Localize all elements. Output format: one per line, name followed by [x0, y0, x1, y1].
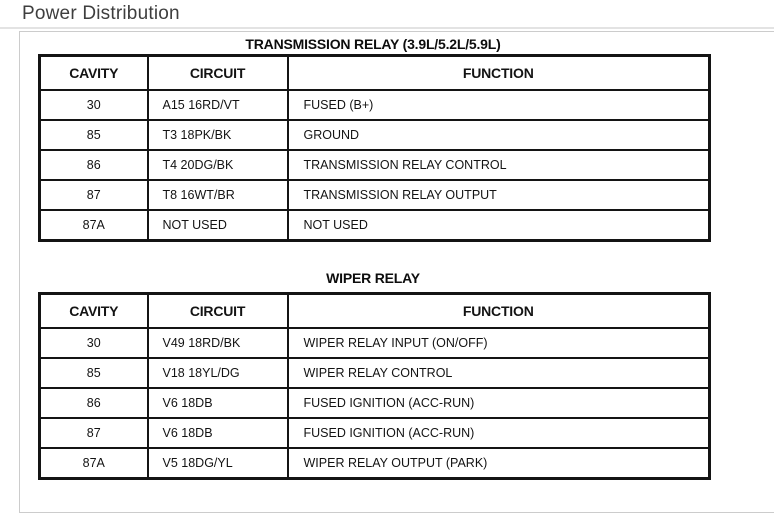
circuit-cell: V49 18RD/BK: [148, 328, 288, 358]
circuit-cell: V6 18DB: [148, 388, 288, 418]
column-header-function: FUNCTION: [288, 294, 710, 329]
header-row: [40, 294, 710, 329]
function-cell: GROUND: [288, 120, 710, 150]
circuit-cell: V5 18DG/YL: [148, 448, 288, 479]
column-header-circuit: CIRCUIT: [148, 56, 288, 91]
wiper-relay-table: [38, 292, 711, 480]
column-header-cavity: CAVITY: [40, 294, 148, 329]
header-row: [40, 56, 710, 91]
function-cell: WIPER RELAY CONTROL: [288, 358, 710, 388]
cavity-cell: 86: [40, 150, 148, 180]
function-cell: FUSED (B+): [288, 90, 710, 120]
cavity-cell: 86: [40, 388, 148, 418]
circuit-cell: T3 18PK/BK: [148, 120, 288, 150]
column-header-cavity: CAVITY: [40, 56, 148, 91]
cavity-cell: 87A: [40, 210, 148, 241]
cavity-cell: 87: [40, 180, 148, 210]
table-row: [40, 180, 710, 210]
content-panel: [19, 31, 774, 513]
column-header-circuit: CIRCUIT: [148, 294, 288, 329]
table-row: [40, 448, 710, 479]
circuit-cell: T4 20DG/BK: [148, 150, 288, 180]
circuit-cell: V6 18DB: [148, 418, 288, 448]
function-cell: TRANSMISSION RELAY OUTPUT: [288, 180, 710, 210]
table-row: [40, 210, 710, 241]
function-cell: WIPER RELAY OUTPUT (PARK): [288, 448, 710, 479]
circuit-cell: V18 18YL/DG: [148, 358, 288, 388]
cavity-cell: 87: [40, 418, 148, 448]
cavity-cell: 30: [40, 328, 148, 358]
table-row: [40, 150, 710, 180]
function-cell: FUSED IGNITION (ACC-RUN): [288, 388, 710, 418]
function-cell: FUSED IGNITION (ACC-RUN): [288, 418, 710, 448]
circuit-cell: NOT USED: [148, 210, 288, 241]
table-row: [40, 358, 710, 388]
transmission-relay-table: [38, 54, 711, 242]
wiper-relay-section: [38, 269, 708, 480]
function-cell: NOT USED: [288, 210, 710, 241]
column-header-function: FUNCTION: [288, 56, 710, 91]
table-row: [40, 418, 710, 448]
table-row: [40, 328, 710, 358]
function-cell: TRANSMISSION RELAY CONTROL: [288, 150, 710, 180]
circuit-cell: T8 16WT/BR: [148, 180, 288, 210]
table-row: [40, 120, 710, 150]
table-row: [40, 90, 710, 120]
cavity-cell: 85: [40, 120, 148, 150]
cavity-cell: 85: [40, 358, 148, 388]
table-row: [40, 388, 710, 418]
circuit-cell: A15 16RD/VT: [148, 90, 288, 120]
cavity-cell: 87A: [40, 448, 148, 479]
table-title: TRANSMISSION RELAY (3.9L/5.2L/5.9L): [245, 36, 501, 52]
table-title: WIPER RELAY: [326, 270, 420, 286]
function-cell: WIPER RELAY INPUT (ON/OFF): [288, 328, 710, 358]
cavity-cell: 30: [40, 90, 148, 120]
page-title: Power Distribution: [22, 3, 180, 24]
transmission-relay-section: [38, 35, 708, 242]
page-header: [0, 0, 774, 29]
